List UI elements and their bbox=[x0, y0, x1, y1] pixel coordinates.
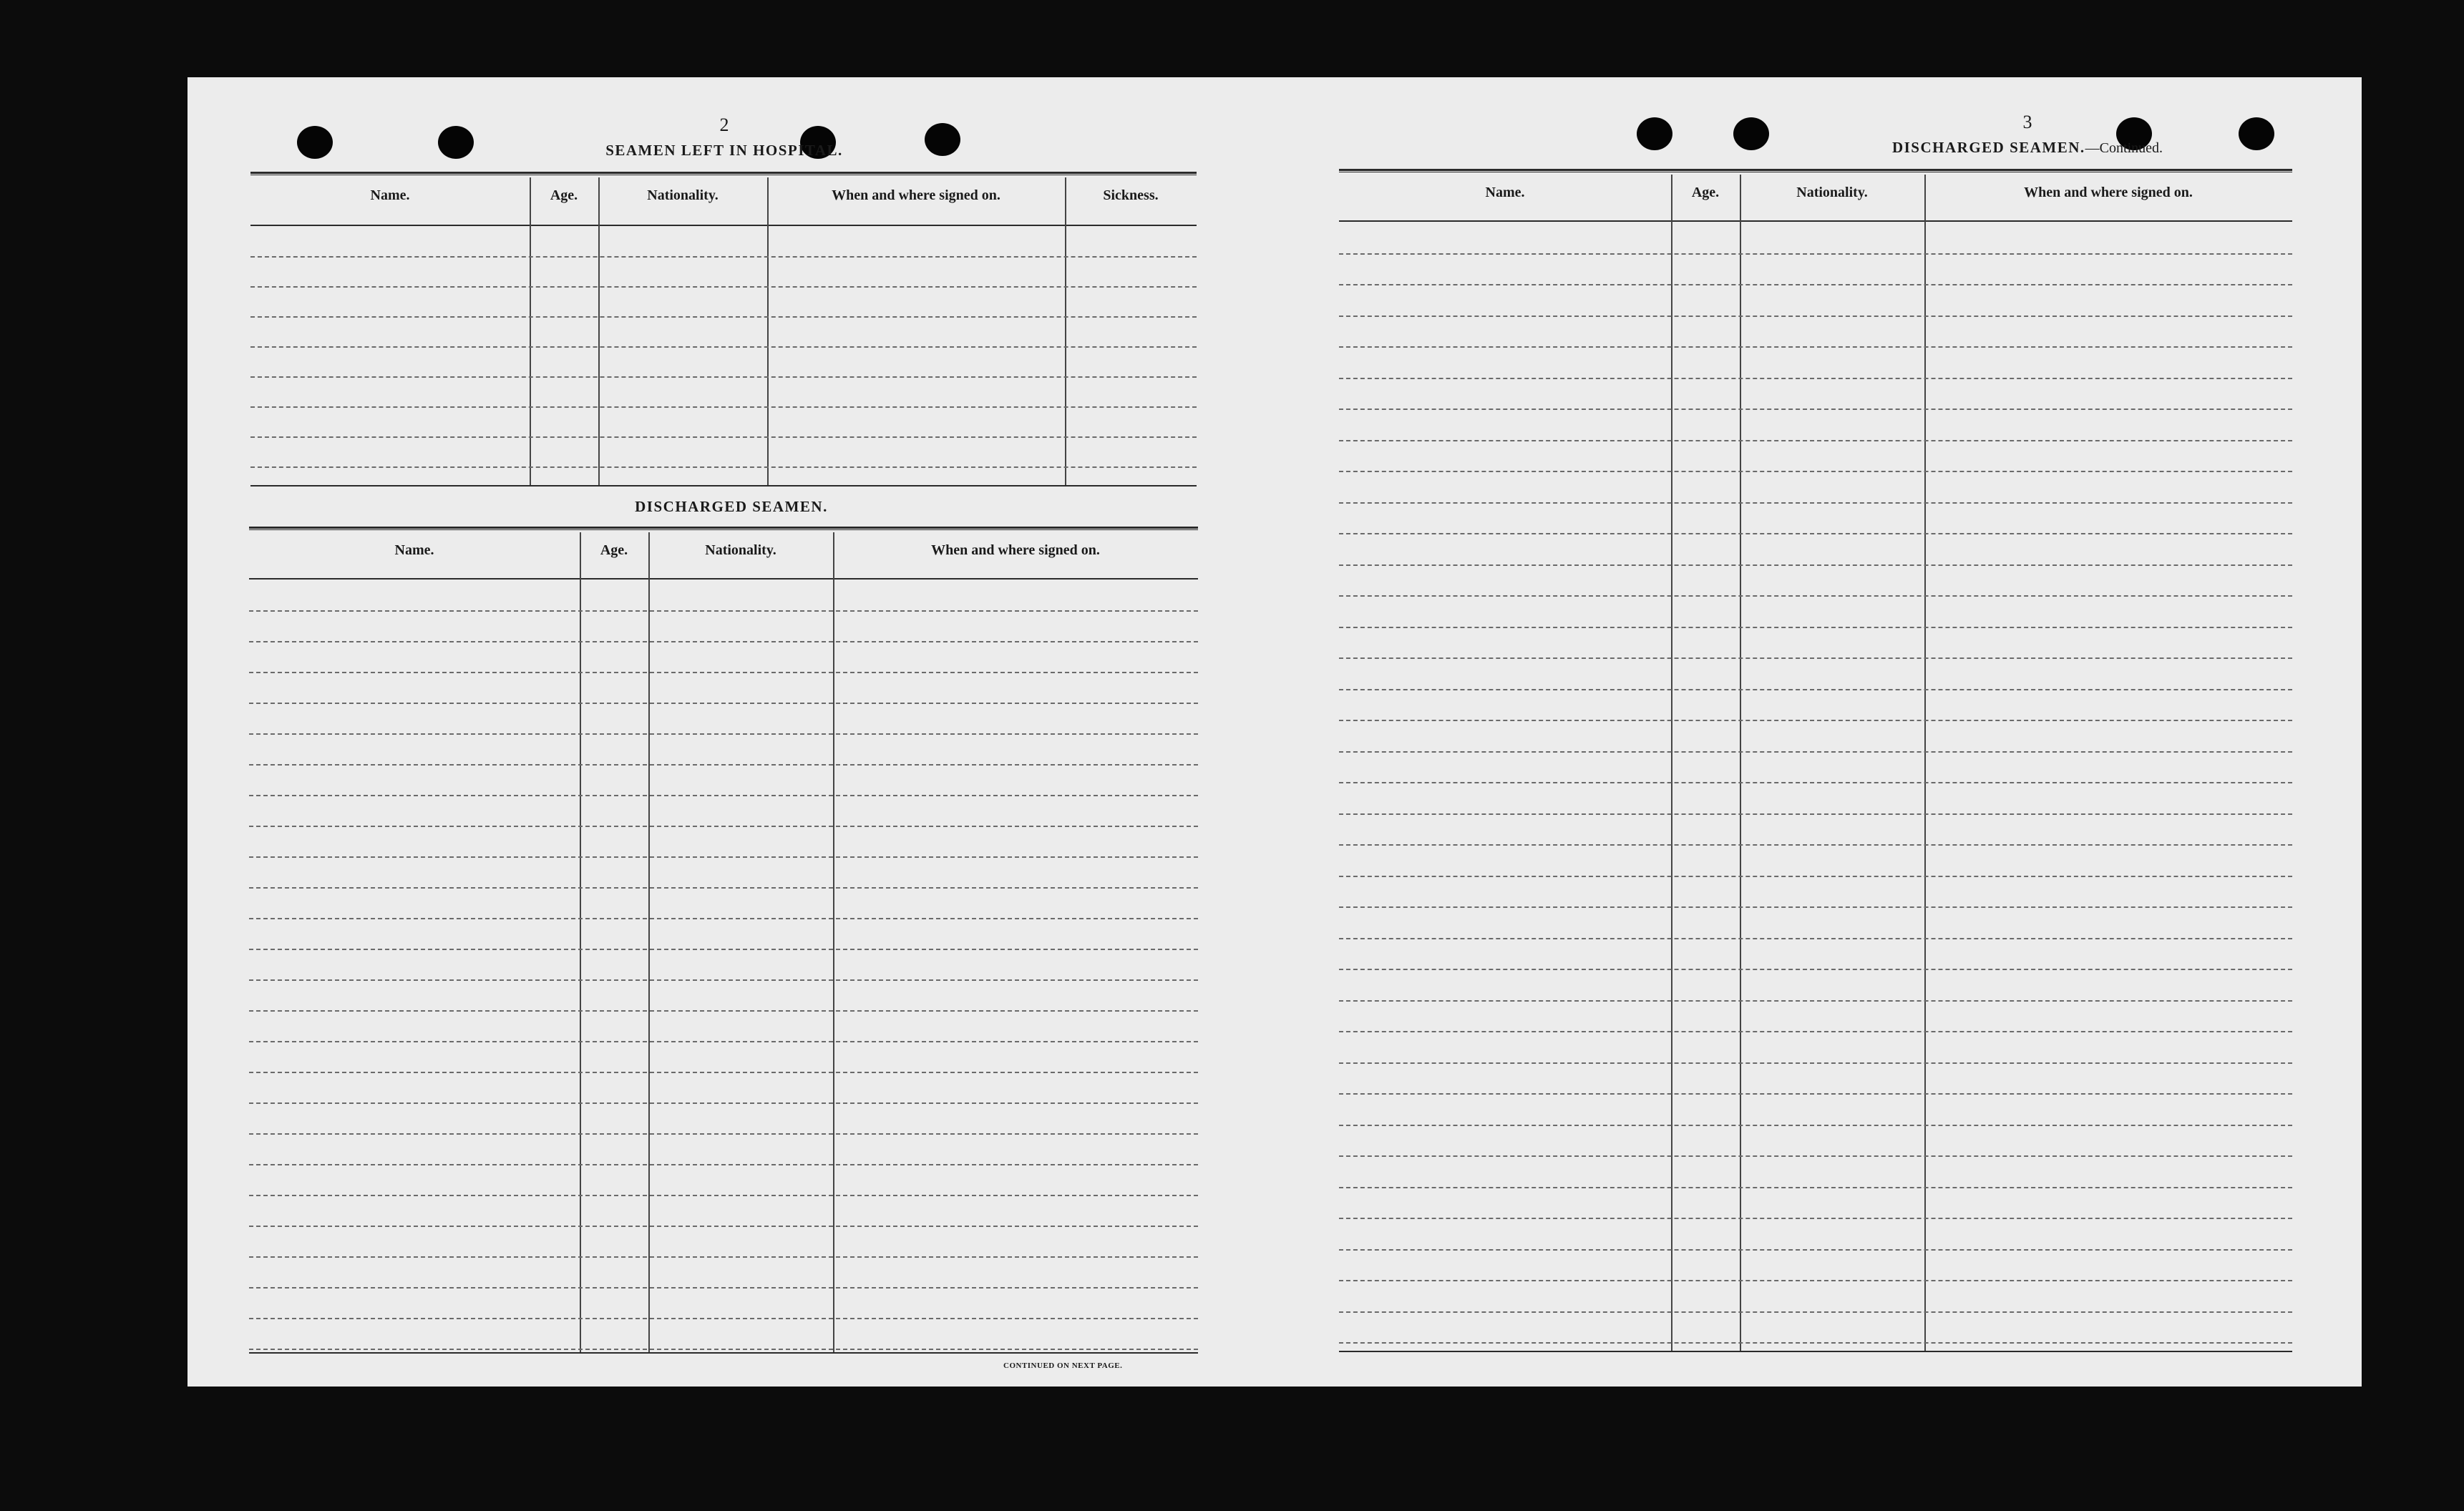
entry-line bbox=[1339, 906, 2292, 908]
page-number: 2 bbox=[719, 114, 729, 135]
entry-line bbox=[250, 316, 1197, 318]
entry-line bbox=[249, 1226, 1198, 1227]
entry-line bbox=[1339, 1031, 2292, 1032]
page-number: 3 bbox=[2022, 112, 2032, 132]
entry-line bbox=[249, 1133, 1198, 1135]
entry-line bbox=[249, 795, 1198, 796]
entry-line bbox=[1339, 253, 2292, 255]
entry-line bbox=[1339, 533, 2292, 534]
entry-line bbox=[1339, 782, 2292, 783]
entry-line bbox=[1339, 1218, 2292, 1219]
column-header-nationality: Nationality. bbox=[598, 177, 767, 226]
column-header-name: Name. bbox=[249, 532, 580, 580]
punch-hole bbox=[925, 123, 960, 156]
punch-hole bbox=[438, 126, 474, 159]
entry-line bbox=[1339, 471, 2292, 472]
entry-line bbox=[249, 1195, 1198, 1196]
title-suffix: —Continued. bbox=[2085, 140, 2163, 156]
entry-line bbox=[250, 256, 1197, 258]
entry-line bbox=[250, 466, 1197, 468]
entry-line bbox=[1339, 316, 2292, 317]
column-header-age: Age. bbox=[530, 177, 598, 226]
entry-line bbox=[250, 436, 1197, 438]
right-page bbox=[1275, 77, 2362, 1387]
entry-line bbox=[250, 286, 1197, 288]
entry-line bbox=[1339, 284, 2292, 285]
entry-line bbox=[1339, 876, 2292, 877]
entry-line bbox=[1339, 1093, 2292, 1095]
title-rule bbox=[1339, 169, 2292, 172]
entry-line bbox=[249, 949, 1198, 950]
entry-line bbox=[249, 1041, 1198, 1042]
punch-hole bbox=[2239, 117, 2274, 150]
entry-line bbox=[1339, 720, 2292, 721]
discharged-section-title: DISCHARGED SEAMEN. bbox=[635, 498, 828, 515]
entry-line bbox=[1339, 1187, 2292, 1188]
entry-line bbox=[249, 764, 1198, 766]
column-header-signed-on: When and where signed on. bbox=[833, 532, 1198, 580]
entry-line bbox=[1339, 938, 2292, 939]
entry-line bbox=[249, 1010, 1198, 1012]
entry-line bbox=[1339, 813, 2292, 815]
section-rule bbox=[249, 1352, 1198, 1354]
entry-line bbox=[249, 826, 1198, 827]
entry-line bbox=[1339, 1000, 2292, 1002]
column-divider bbox=[530, 177, 531, 485]
column-header-signed-on: When and where signed on. bbox=[1924, 175, 2292, 222]
hospital-ledger-table bbox=[250, 177, 1197, 485]
entry-line bbox=[249, 918, 1198, 919]
entry-line bbox=[1339, 689, 2292, 690]
column-divider bbox=[1065, 177, 1066, 485]
entry-line bbox=[1339, 657, 2292, 659]
entry-line bbox=[1339, 440, 2292, 441]
punch-hole bbox=[297, 126, 333, 159]
section-rule bbox=[250, 485, 1197, 486]
column-divider bbox=[833, 532, 834, 1352]
column-header-age: Age. bbox=[580, 532, 648, 580]
entry-line bbox=[249, 703, 1198, 704]
entry-line bbox=[1339, 969, 2292, 970]
column-header-nationality: Nationality. bbox=[648, 532, 833, 580]
column-header-name: Name. bbox=[250, 177, 530, 226]
entry-line bbox=[1339, 844, 2292, 846]
entry-line bbox=[1339, 1155, 2292, 1157]
column-divider bbox=[648, 532, 650, 1352]
discharged-continued-ledger-table bbox=[1339, 175, 2292, 1351]
entry-line bbox=[249, 672, 1198, 673]
scanned-register-spread bbox=[188, 77, 2362, 1387]
entry-line bbox=[249, 1164, 1198, 1165]
entry-line bbox=[1339, 409, 2292, 410]
entry-line bbox=[1339, 1342, 2292, 1344]
entry-line bbox=[1339, 502, 2292, 504]
title-rule bbox=[250, 172, 1197, 175]
column-divider bbox=[598, 177, 600, 485]
entry-line bbox=[249, 1287, 1198, 1288]
column-divider bbox=[1671, 175, 1672, 1351]
entry-line bbox=[250, 346, 1197, 348]
entry-line bbox=[250, 376, 1197, 378]
entry-line bbox=[1339, 751, 2292, 753]
column-header-nationality: Nationality. bbox=[1740, 175, 1924, 222]
entry-line bbox=[249, 1072, 1198, 1073]
entry-line bbox=[250, 406, 1197, 408]
punch-hole bbox=[1733, 117, 1769, 150]
punch-hole bbox=[1637, 117, 1672, 150]
entry-line bbox=[1339, 564, 2292, 566]
entry-line bbox=[1339, 595, 2292, 597]
entry-line bbox=[249, 641, 1198, 642]
entry-line bbox=[249, 1256, 1198, 1258]
column-header-signed-on: When and where signed on. bbox=[767, 177, 1065, 226]
entry-line bbox=[249, 610, 1198, 612]
discharged-continued-title bbox=[1849, 139, 2206, 157]
entry-line bbox=[249, 887, 1198, 889]
continued-footnote: CONTINUED ON NEXT PAGE. bbox=[1003, 1361, 1123, 1370]
discharged-ledger-table bbox=[249, 532, 1198, 1352]
entry-line bbox=[249, 1349, 1198, 1350]
column-divider bbox=[1924, 175, 1926, 1351]
entry-line bbox=[249, 979, 1198, 981]
column-header-name: Name. bbox=[1339, 175, 1671, 222]
title-text: DISCHARGED SEAMEN. bbox=[1891, 139, 2085, 156]
entry-line bbox=[249, 733, 1198, 735]
column-header-sickness: Sickness. bbox=[1065, 177, 1197, 226]
hospital-section-title: SEAMEN LEFT IN HOSPITAL. bbox=[605, 142, 843, 159]
entry-line bbox=[1339, 378, 2292, 379]
column-divider bbox=[580, 532, 581, 1352]
entry-line bbox=[1339, 346, 2292, 348]
entry-line bbox=[249, 856, 1198, 858]
left-page bbox=[188, 77, 1275, 1387]
entry-line bbox=[249, 1102, 1198, 1104]
column-divider bbox=[1740, 175, 1741, 1351]
entry-line bbox=[1339, 627, 2292, 628]
column-divider bbox=[767, 177, 769, 485]
entry-line bbox=[1339, 1311, 2292, 1313]
column-header-age: Age. bbox=[1671, 175, 1740, 222]
entry-line bbox=[1339, 1125, 2292, 1126]
title-rule bbox=[249, 527, 1198, 530]
entry-line bbox=[1339, 1062, 2292, 1064]
entry-line bbox=[1339, 1280, 2292, 1281]
section-rule bbox=[1339, 1351, 2292, 1352]
entry-line bbox=[249, 1318, 1198, 1319]
entry-line bbox=[1339, 1249, 2292, 1251]
